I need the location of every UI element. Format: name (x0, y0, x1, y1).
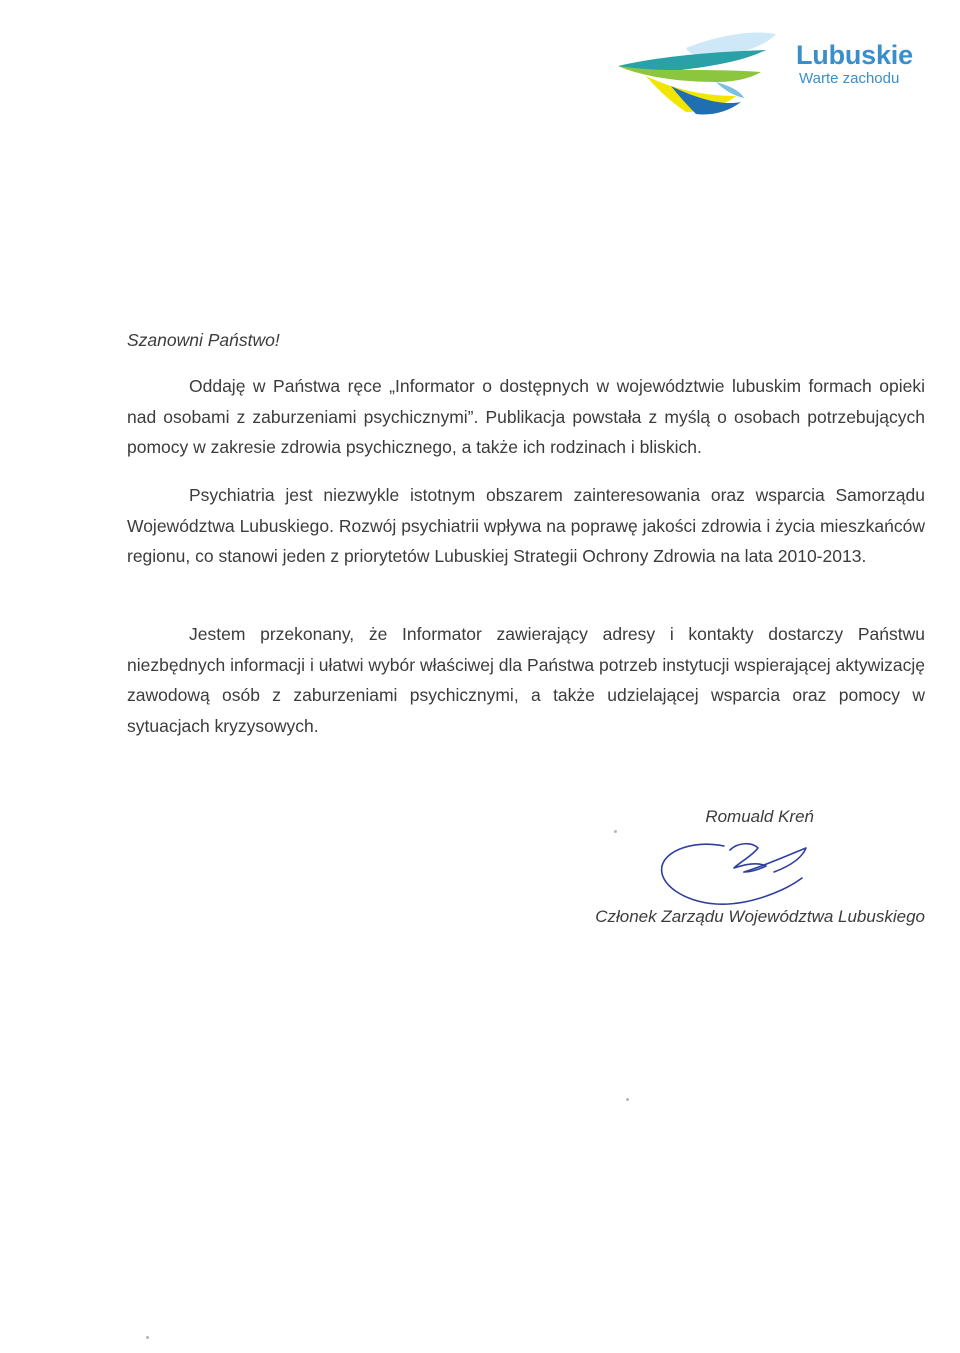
paragraph-3: Jestem przekonany, że Informator zawierający adresy i kontakty dostarczy Państwu niezbędnych informacji i ułatwi wybór właściwej dla Państwa potrzeb instytucji wspierającej aktywizację zawodową osób z zaburzeniami psychicznymi, a także udzielającej wsparcia oraz pomocy w sytuacjach kryzysowych. (127, 624, 925, 736)
logo-title: Lubuskie (796, 40, 913, 70)
lubuskie-emblem-icon (616, 26, 786, 118)
signer-title: Członek Zarządu Województwa Lubuskiego (595, 907, 925, 926)
scan-speck (626, 1098, 629, 1101)
signer-name: Romuald Kreń (705, 807, 814, 826)
scan-speck (614, 830, 617, 833)
salutation: Szanowni Państwo! (127, 330, 280, 350)
lubuskie-logo (616, 26, 936, 118)
scan-speck (146, 1336, 149, 1339)
handwritten-signature (654, 832, 814, 912)
paragraph-2: Psychiatria jest niezwykle istotnym obszarem zainteresowania oraz wsparcia Samorządu Województwa Lubuskiego. Rozwój psychiatrii wpływa na poprawę jakości zdrowia i życia mieszkańców regionu, co stanowi jeden z priorytetów Lubuskiej Strategii Ochrony Zdrowia na lata 2010-2013. (127, 485, 925, 566)
logo-subtitle: Warte zachodu (799, 70, 900, 87)
paragraph-1: Oddaję w Państwa ręce „Informator o dostępnych w województwie lubuskim formach opieki nad osobami z zaburzeniami psychicznymi”. Publikacja powstała z myślą o osobach potrzebujących pomocy w zakresie zdrowia psychicznego, a także ich rodzinach i bliskich. (127, 376, 925, 457)
